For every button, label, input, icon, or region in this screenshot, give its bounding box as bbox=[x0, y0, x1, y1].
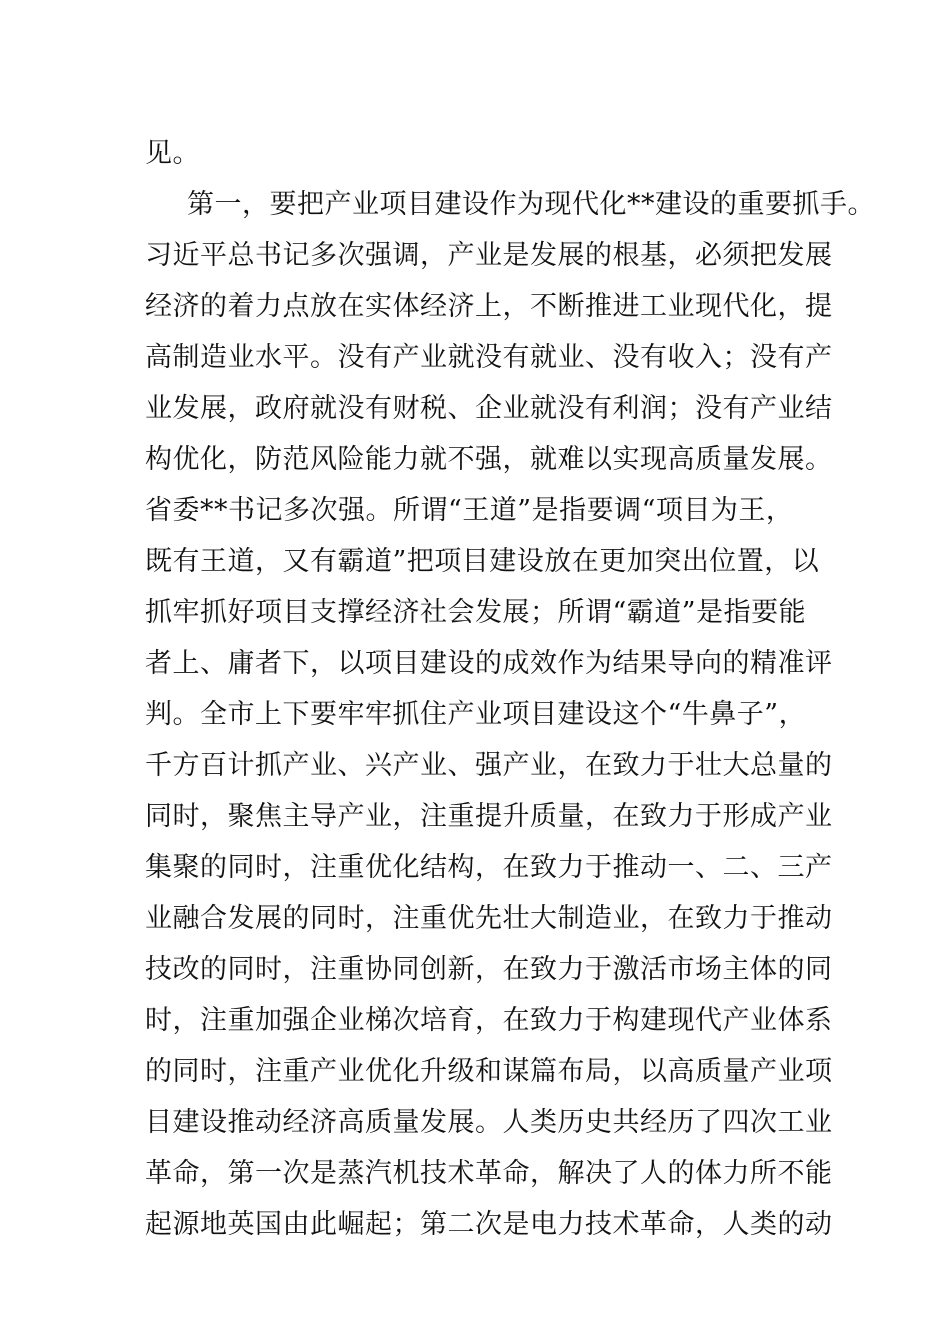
body-text bbox=[145, 128, 875, 1250]
text-line: 省委**书记多次强。所谓“王道”是指要调“项目为王， bbox=[145, 495, 794, 526]
text-line: 习近平总书记多次强调，产业是发展的根基，必须把发展 bbox=[145, 240, 833, 271]
text-line: 目建设推动经济高质量发展。人类历史共经历了四次工业 bbox=[145, 1107, 833, 1138]
text-line: 时，注重加强企业梯次培育，在致力于构建现代产业体系 bbox=[145, 1005, 833, 1036]
text-line: 集聚的同时，注重优化结构，在致力于推动一、二、三产 bbox=[145, 852, 833, 883]
text-line: 的同时，注重产业优化升级和谋篇布局，以高质量产业项 bbox=[145, 1056, 833, 1087]
text-line: 技改的同时，注重协同创新，在致力于激活市场主体的同 bbox=[145, 954, 833, 985]
text-line: 构优化，防范风险能力就不强，就难以实现高质量发展。 bbox=[145, 444, 833, 475]
text-line: 起源地英国由此崛起；第二次是电力技术革命，人类的动 bbox=[145, 1209, 833, 1240]
text-line: 同时，聚焦主导产业，注重提升质量，在致力于形成产业 bbox=[145, 801, 833, 832]
text-line: 业发展，政府就没有财税、企业就没有利润；没有产业结 bbox=[145, 393, 833, 424]
text-line: 高制造业水平。没有产业就没有就业、没有收入；没有产 bbox=[145, 342, 833, 373]
paragraph-first-line: 第一，要把产业项目建设作为现代化**建设的重要抓手。 bbox=[187, 189, 875, 220]
text-line: 抓牢抓好项目支撑经济社会发展；所谓“霸道”是指要能 bbox=[145, 597, 807, 628]
text-line: 判。全市上下要牢牢抓住产业项目建设这个“牛鼻子”， bbox=[145, 699, 807, 730]
text-line: 见。 bbox=[145, 138, 200, 169]
text-line: 革命，第一次是蒸汽机技术革命，解决了人的体力所不能 bbox=[145, 1158, 833, 1189]
text-line: 千方百计抓产业、兴产业、强产业，在致力于壮大总量的 bbox=[145, 750, 833, 781]
text-line: 既有王道，又有霸道”把项目建设放在更加突出位置，以 bbox=[145, 546, 820, 577]
text-line: 业融合发展的同时，注重优先壮大制造业，在致力于推动 bbox=[145, 903, 833, 934]
text-line: 经济的着力点放在实体经济上，不断推进工业现代化，提 bbox=[145, 291, 833, 322]
text-line: 者上、庸者下，以项目建设的成效作为结果导向的精准评 bbox=[145, 648, 833, 679]
